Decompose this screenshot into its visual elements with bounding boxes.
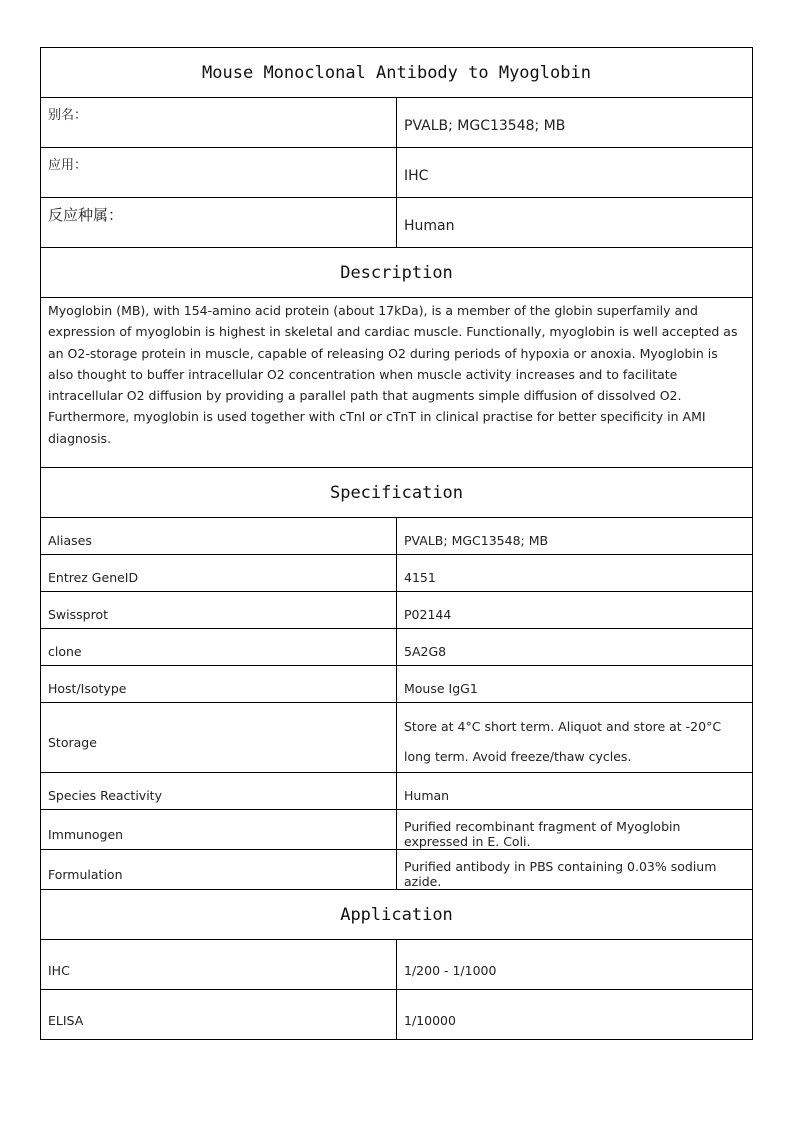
spec-row <box>41 810 753 850</box>
application-value: IHC <box>397 148 753 198</box>
spec-label: Swissprot <box>41 592 397 629</box>
datasheet-table <box>40 47 753 1040</box>
spec-row <box>41 518 753 555</box>
application-row <box>41 940 753 990</box>
spec-value: Store at 4°C short term. Aliquot and store at -20°C long term. Avoid freeze/thaw cycles. <box>397 703 753 773</box>
spec-value: PVALB; MGC13548; MB <box>397 518 753 555</box>
spec-value: 5A2G8 <box>397 629 753 666</box>
spec-row <box>41 555 753 592</box>
application-heading-row <box>41 890 753 940</box>
spec-value: Purified antibody in PBS containing 0.03% sodium azide. <box>397 850 753 890</box>
spec-label: Immunogen <box>41 810 397 850</box>
spec-label: Host/Isotype <box>41 666 397 703</box>
spec-value: Human <box>397 773 753 810</box>
reactivity-label: 反应种属： <box>41 198 397 248</box>
spec-row <box>41 773 753 810</box>
spec-value: 4151 <box>397 555 753 592</box>
spec-value: P02144 <box>397 592 753 629</box>
spec-label: Storage <box>41 703 397 773</box>
title-row <box>41 48 753 98</box>
datasheet <box>40 47 753 1040</box>
application-row <box>41 990 753 1040</box>
spec-row <box>41 850 753 890</box>
spec-value: Purified recombinant fragment of Myoglobin expressed in E. Coli. <box>397 810 753 850</box>
specification-heading-row <box>41 468 753 518</box>
spec-label: Entrez GeneID <box>41 555 397 592</box>
spec-label: clone <box>41 629 397 666</box>
spec-label: Formulation <box>41 850 397 890</box>
spec-row <box>41 703 753 773</box>
spec-row <box>41 592 753 629</box>
description-body-row <box>41 298 753 468</box>
spec-label: Species Reactivity <box>41 773 397 810</box>
alias-label: 别名： <box>41 98 397 148</box>
spec-row <box>41 666 753 703</box>
application-method: ELISA <box>41 990 397 1040</box>
spec-label: Aliases <box>41 518 397 555</box>
alias-value: PVALB; MGC13548; MB <box>397 98 753 148</box>
application-summary-row <box>41 148 753 198</box>
spec-value: Mouse IgG1 <box>397 666 753 703</box>
reactivity-value: Human <box>397 198 753 248</box>
description-text: Myoglobin (MB), with 154-amino acid protein (about 17kDa), is a member of the globin superfamily and expression of myoglobin is highest in skeletal and cardiac muscle. Functionally, myoglobin is well accepted as an O2-storage protein in muscle, capable of releasing O2 during periods of hypoxia or anoxia. Myoglobin is also thought to buffer intracellular O2 concentration when muscle activity increases and to facilitate intracellular O2 diffusion by providing a parallel path that augments simple diffusion of dissolved O2. Furthermore, myoglobin is used together with cTnI or cTnT in clinical practise for better specificity in AMI diagnosis. <box>41 298 753 468</box>
description-heading: Description <box>41 248 753 298</box>
application-label: 应用： <box>41 148 397 198</box>
application-dilution: 1/200 - 1/1000 <box>397 940 753 990</box>
application-method: IHC <box>41 940 397 990</box>
alias-row <box>41 98 753 148</box>
application-heading: Application <box>41 890 753 940</box>
specification-heading: Specification <box>41 468 753 518</box>
description-heading-row <box>41 248 753 298</box>
application-dilution: 1/10000 <box>397 990 753 1040</box>
page-title: Mouse Monoclonal Antibody to Myoglobin <box>41 48 753 98</box>
reactivity-summary-row <box>41 198 753 248</box>
spec-row <box>41 629 753 666</box>
